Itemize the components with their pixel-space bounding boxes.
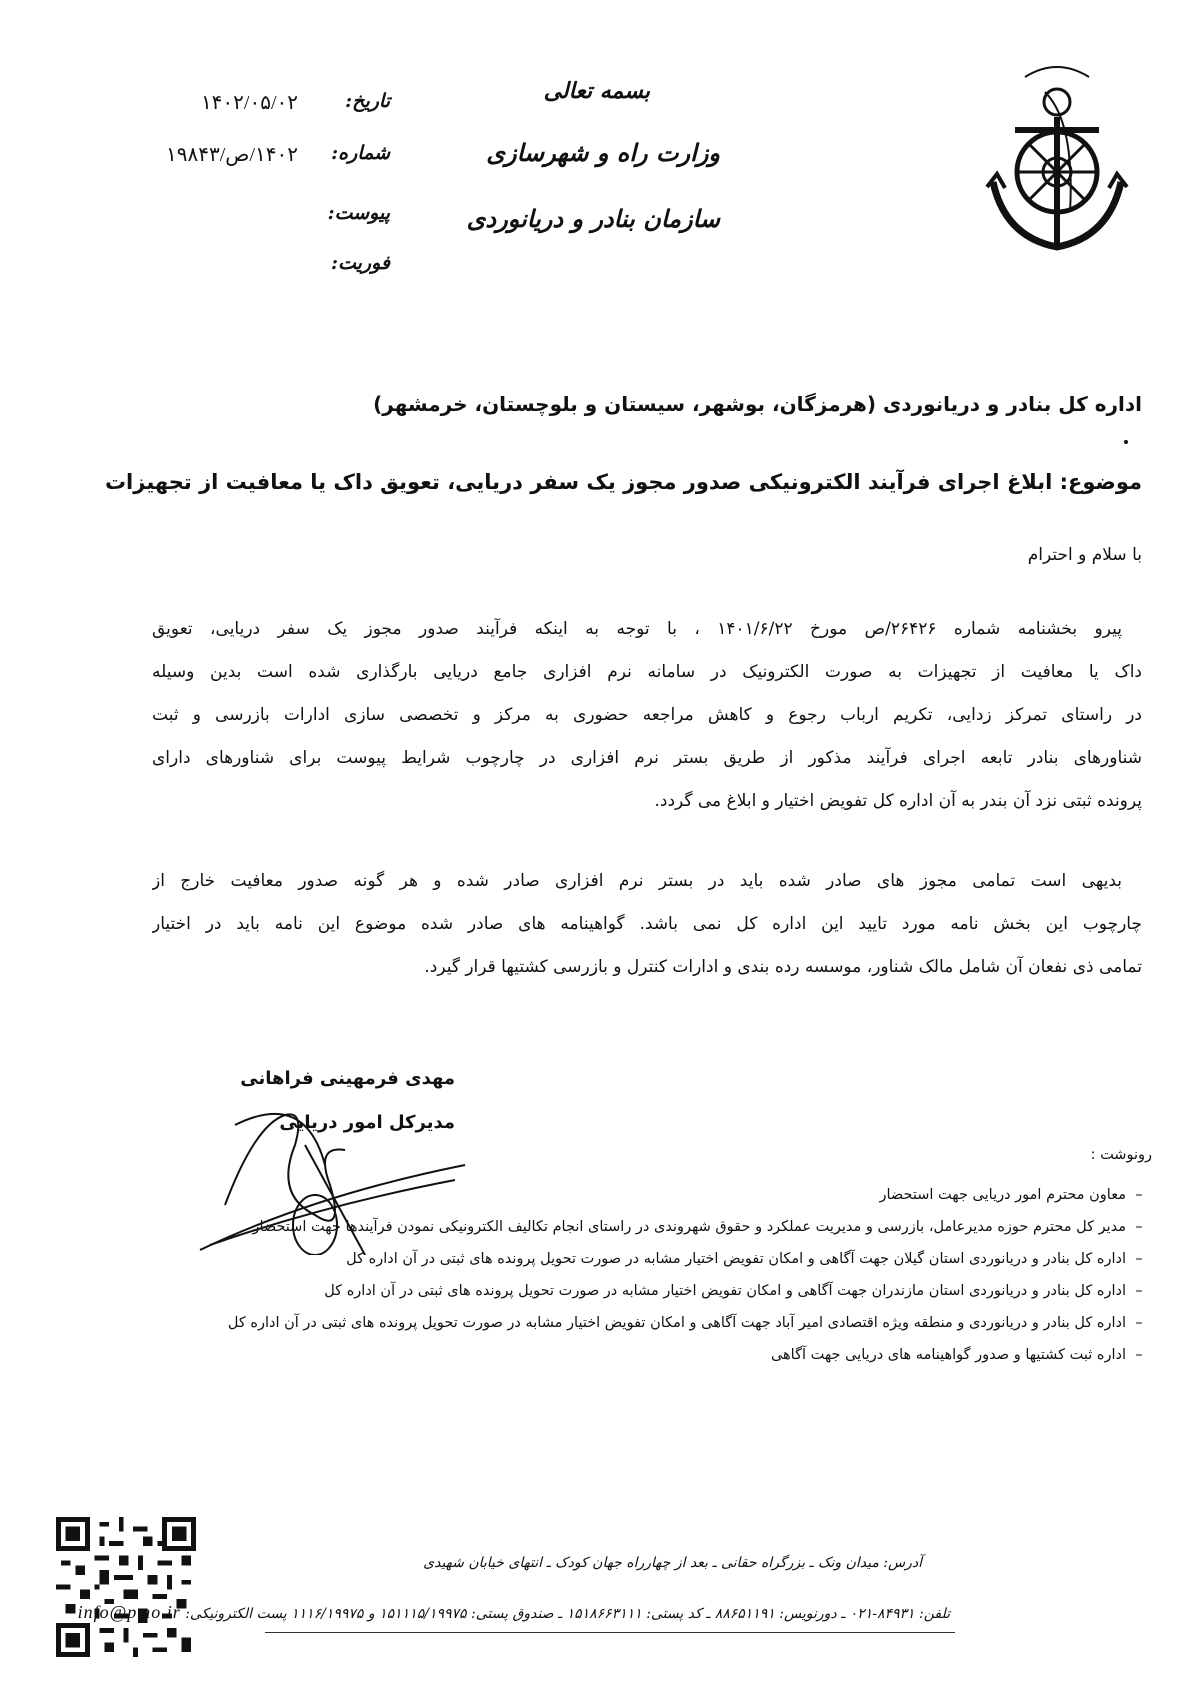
subject: موضوع: ابلاغ اجرای فرآیند الکترونیکی صدور مجوز یک سفر دریایی، تعویق داک یا معافیت از تجهیزات bbox=[104, 470, 1142, 494]
paragraph-line: در راستای تمرکز زدایی، تکریم ارباب رجوع و کاهش مراجعه حضوری به مرکز و تخصصی سازی ادارات بازرسی و ثبت bbox=[152, 705, 1142, 725]
urgency-row bbox=[150, 252, 390, 282]
date-label: تاریخ: bbox=[345, 90, 390, 112]
body-paragraph-2 bbox=[152, 860, 1142, 989]
greeting: با سلام و احترام bbox=[1027, 545, 1142, 565]
dash-icon: – bbox=[1135, 1219, 1143, 1235]
cc-item-text: اداره ثبت کشتیها و صدور گواهینامه های دریایی جهت آگاهی bbox=[770, 1347, 1126, 1363]
urgency-label: فوریت: bbox=[330, 252, 390, 274]
cc-item bbox=[72, 1243, 1152, 1275]
qr-code-icon bbox=[56, 1517, 196, 1657]
paragraph-line: چارچوب این بخش نامه مورد تایید این اداره کل نمی باشد. گواهینامه های صادر شده موضوع این نامه باید در اختیار bbox=[152, 914, 1142, 934]
ministry-name: وزارت راه و شهرسازی bbox=[486, 138, 720, 167]
attachment-row bbox=[150, 202, 390, 232]
organization-name: سازمان بنادر و دریانوردی bbox=[466, 204, 720, 233]
paragraph-line: بدیهی است تمامی مجوز های صادر شده باید در بستر نرم افزاری صادر شده و هر گونه صدور معافیت خارج از bbox=[152, 871, 1122, 891]
footer-email: info@pmo.ir bbox=[77, 1602, 181, 1622]
cc-item bbox=[72, 1275, 1152, 1307]
date-row bbox=[150, 90, 390, 120]
cc-item-text: اداره کل بنادر و دریانوردی و منطقه ویژه اقتصادی امیر آباد جهت آگاهی و امکان تفویض اختیار مشابه در صورت تحویل پرونده های ثبتی در آن اداره کل bbox=[227, 1315, 1126, 1331]
number-label: شماره: bbox=[331, 142, 390, 164]
ports-organization-logo-icon bbox=[985, 62, 1135, 262]
paragraph-line: پیرو بخشنامه شماره ۲۶۴۲۶/ص مورخ ۱۴۰۱/۶/۲۲ ، با توجه به اینکه فرآیند صدور مجوز یک سفر دریایی، تعویق bbox=[152, 619, 1122, 639]
cc-item-text: مدیر کل محترم حوزه مدیرعامل، بازرسی و مدیریت عملکرد و حقوق شهروندی در راستای انجام تکالیف الکترونیکی نمودن فرآیندها جهت استحضار bbox=[252, 1219, 1126, 1235]
date-value: ۱۴۰۲/۰۵/۰۲ bbox=[200, 92, 298, 114]
attachment-label: پیوست: bbox=[327, 202, 390, 224]
footer-contact bbox=[77, 1602, 950, 1623]
paragraph-line: شناورهای بنادر تابعه اجرای فرآیند مذکور از طریق بستر نرم افزاری در چارچوب شرایط پیوست برای شناورهای دارای bbox=[152, 748, 1142, 768]
cc-title: رونوشت : bbox=[1090, 1147, 1152, 1163]
cc-item bbox=[72, 1179, 1152, 1211]
dash-icon: – bbox=[1135, 1315, 1143, 1331]
cc-item bbox=[72, 1307, 1152, 1339]
signer-title: مدیرکل امور دریایی bbox=[279, 1112, 455, 1133]
bismillah: بسمه تعالی bbox=[543, 78, 650, 104]
footer-rule bbox=[265, 1632, 955, 1633]
dash-icon: – bbox=[1135, 1283, 1143, 1299]
dash-icon: – bbox=[1135, 1347, 1143, 1363]
cc-item bbox=[72, 1339, 1152, 1371]
cc-item bbox=[72, 1211, 1152, 1243]
cc-item-text: اداره کل بنادر و دریانوردی استان گیلان جهت آگاهی و امکان تفویض اختیار مشابه در صورت تحویل پرونده های ثبتی در آن اداره کل bbox=[346, 1251, 1126, 1267]
dash-icon: – bbox=[1135, 1187, 1143, 1203]
signer-name: مهدی فرمهینی فراهانی bbox=[240, 1068, 455, 1089]
cc-item-text: معاون محترم امور دریایی جهت استحضار bbox=[879, 1187, 1126, 1203]
footer-contact-text: تلفن: ۸۴۹۳۱-۰۲۱ ـ دورنویس: ۸۸۶۵۱۱۹۱ ـ کد پستی: ۱۵۱۸۶۶۳۱۱۱ ـ صندوق پستی: ۱۵۱۱۱۵/۱۹۹۷۵ و ۱۱۱۶/۱۹۹۷۵ پست الکترونیکی: bbox=[185, 1606, 950, 1622]
cc-item-text: اداره کل بنادر و دریانوردی استان مازندران جهت آگاهی و امکان تفویض اختیار مشابه در صورت تحویل پرونده های ثبتی در آن اداره کل bbox=[324, 1283, 1126, 1299]
paragraph-line: پرونده ثبتی نزد آن بندر به آن اداره کل تفویض اختیار و ابلاغ می گردد. bbox=[654, 791, 1142, 811]
footer-address: آدرس: میدان ونک ـ بزرگراه حقانی ـ بعد از چهارراه جهان کودک ـ انتهای خیابان شهیدی bbox=[423, 1555, 922, 1571]
bullet-dot bbox=[1124, 440, 1128, 444]
body-paragraph-1 bbox=[152, 608, 1142, 823]
paragraph-line: تمامی ذی نفعان آن شامل مالک شناور، موسسه رده بندی و ادارات کنترل و بازرسی کشتیها قرار گیرد. bbox=[424, 957, 1142, 977]
number-value: ۱۴۰۲/ص/۱۹۸۴۳ bbox=[166, 144, 298, 166]
dash-icon: – bbox=[1135, 1251, 1143, 1267]
number-row bbox=[150, 142, 390, 172]
paragraph-line: داک یا معافیت از تجهیزات به صورت الکترونیک در سامانه نرم افزاری جامع دریایی بارگذاری شده است بدین وسیله bbox=[152, 662, 1142, 682]
recipient: اداره کل بنادر و دریانوردی (هرمزگان، بوشهر، سیستان و بلوچستان، خرمشهر) bbox=[373, 392, 1142, 416]
